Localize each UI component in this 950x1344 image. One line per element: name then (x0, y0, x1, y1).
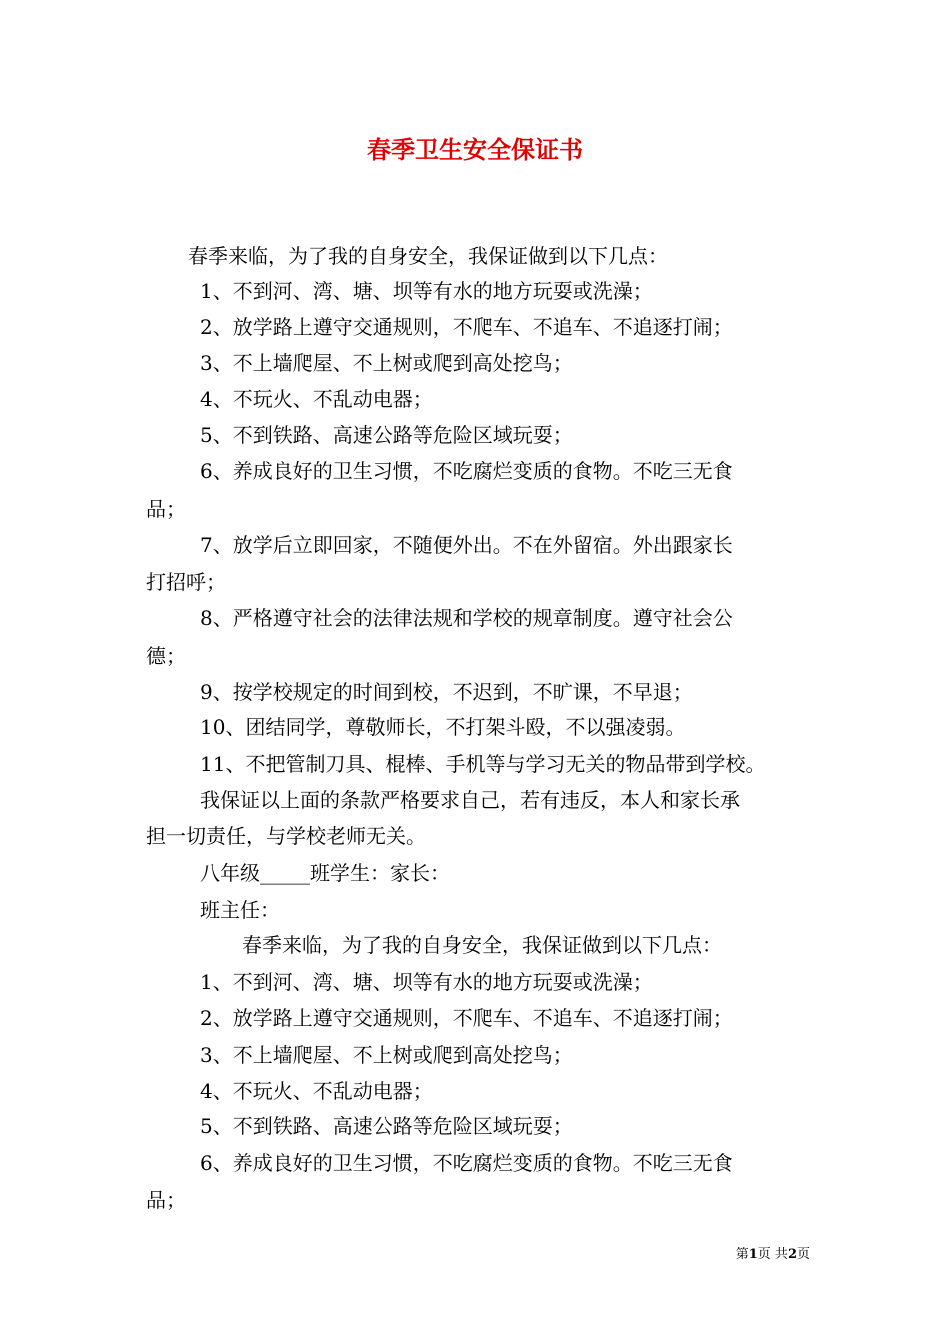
footer-prefix: 第 (735, 1247, 749, 1262)
body-line: 打招呼； (146, 570, 226, 594)
body-line: 7、放学后立即回家，不随便外出。不在外留宿。外出跟家长 (200, 533, 733, 557)
body-line: 我保证以上面的条款严格要求自己，若有违反，本人和家长承 (200, 788, 740, 812)
body-line: 4、不玩火、不乱动电器； (200, 1079, 433, 1103)
body-line: 担一切责任，与学校老师无关。 (146, 824, 426, 848)
body-line: 3、不上墙爬屋、不上树或爬到高处挖鸟； (200, 1043, 573, 1067)
footer-middle: 页 共 (757, 1247, 788, 1262)
body-line: 5、不到铁路、高速公路等危险区域玩耍； (200, 423, 573, 447)
body-line: 6、养成良好的卫生习惯，不吃腐烂变质的食物。不吃三无食 (200, 459, 733, 483)
body-line: 2、放学路上遵守交通规则，不爬车、不追车、不追逐打闹； (200, 1006, 733, 1030)
body-line: 10、团结同学，尊敬师长，不打架斗殴，不以强凌弱。 (200, 715, 686, 739)
page-title: 春季卫生安全保证书 (367, 135, 583, 164)
body-line: 品； (146, 1188, 186, 1212)
signature-line: 八年级_____班学生：家长： (200, 861, 450, 885)
body-line: 2、放学路上遵守交通规则，不爬车、不追车、不追逐打闹； (200, 315, 733, 339)
body-line: 春季来临，为了我的自身安全，我保证做到以下几点： (242, 933, 722, 957)
body-line: 11、不把管制刀具、棍棒、手机等与学习无关的物品带到学校。 (200, 752, 766, 776)
body-line: 1、不到河、湾、塘、坝等有水的地方玩耍或洗澡； (200, 279, 653, 303)
signature-line: 班主任： (200, 898, 280, 922)
page-footer (736, 1246, 810, 1264)
body-line: 3、不上墙爬屋、不上树或爬到高处挖鸟； (200, 351, 573, 375)
footer-total-pages: 2 (787, 1247, 797, 1262)
body-line: 1、不到河、湾、塘、坝等有水的地方玩耍或洗澡； (200, 970, 653, 994)
body-line: 6、养成良好的卫生习惯，不吃腐烂变质的食物。不吃三无食 (200, 1151, 733, 1175)
body-line: 德； (146, 644, 186, 668)
body-line: 8、严格遵守社会的法律法规和学校的规章制度。遵守社会公 (200, 606, 733, 630)
body-line: 9、按学校规定的时间到校，不迟到，不旷课，不早退； (200, 680, 693, 704)
body-line: 品； (146, 497, 186, 521)
body-line: 春季来临，为了我的自身安全，我保证做到以下几点： (188, 244, 668, 268)
footer-suffix: 页 (796, 1247, 810, 1262)
body-line: 4、不玩火、不乱动电器； (200, 387, 433, 411)
body-line: 5、不到铁路、高速公路等危险区域玩耍； (200, 1114, 573, 1138)
footer-page-number: 1 (748, 1247, 758, 1262)
